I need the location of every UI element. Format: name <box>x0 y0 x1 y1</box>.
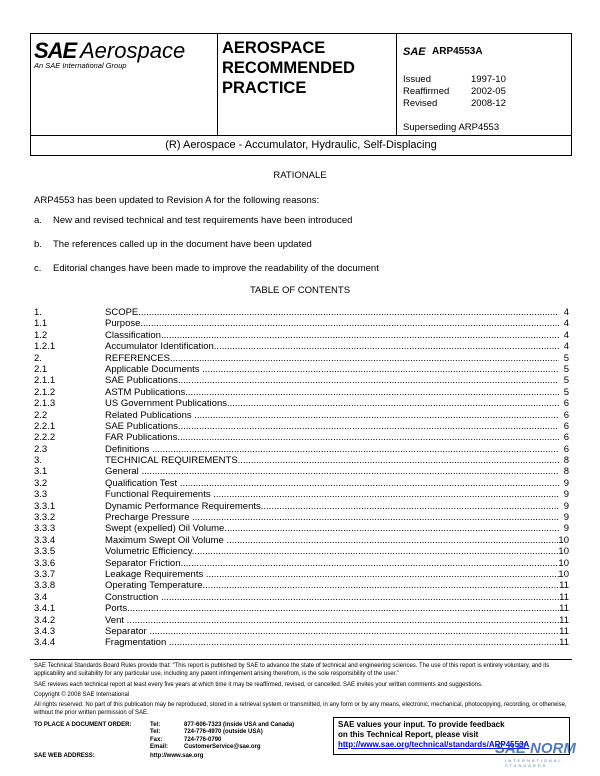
toc-title: SCOPE ..... <box>105 307 559 318</box>
toc-entry[interactable] <box>34 637 569 648</box>
rationale-item-text: New and revised technical and test requirements have been introduced <box>53 215 353 226</box>
toc-title: US Government Publications ..... <box>105 398 559 409</box>
toc-page: 10 <box>558 534 569 546</box>
toc-number: 1.2.1 <box>34 341 56 353</box>
toc-number: 3.1 <box>34 466 48 478</box>
header-divider <box>396 34 397 135</box>
toc-page: 9 <box>563 512 569 524</box>
toc-number: 3.4.1 <box>34 603 56 615</box>
toc-entry[interactable] <box>34 432 569 443</box>
toc-entry[interactable] <box>34 580 569 591</box>
date-label: Revised <box>403 98 438 109</box>
toc-entry[interactable] <box>34 455 569 466</box>
date-label: Reaffirmed <box>403 86 450 97</box>
toc-title: Purpose ..... <box>105 318 559 329</box>
rationale-item-letter: c. <box>34 263 42 274</box>
web-row <box>34 753 294 760</box>
toc-page: 11 <box>559 625 569 637</box>
toc-title: Related Publications ..... <box>105 410 559 421</box>
toc-entry[interactable] <box>34 330 569 341</box>
toc-page: 9 <box>563 489 569 501</box>
toc-number: 2. <box>34 352 42 364</box>
toc-entry[interactable] <box>34 307 569 318</box>
contact-label: Tel: <box>150 729 161 736</box>
sae-logo: SAE <box>34 38 77 63</box>
date-row <box>403 74 506 86</box>
rationale-item-letter: a. <box>34 215 42 226</box>
toc-title: FAR Publications ..... <box>105 432 559 443</box>
toc-number: 3.3.8 <box>34 580 56 592</box>
toc-page: 11 <box>559 614 569 626</box>
sae-norm-watermark-sub: INTERNATIONAL STANDARDS <box>505 758 563 768</box>
toc-number: 3. <box>34 455 42 467</box>
toc-entry[interactable] <box>34 546 569 557</box>
toc-number: 3.3.7 <box>34 568 56 580</box>
toc-page: 8 <box>563 466 569 478</box>
toc-number: 3.3 <box>34 489 48 501</box>
toc-number: 3.3.4 <box>34 534 56 546</box>
date-label: Issued <box>403 74 431 85</box>
toc-entry[interactable] <box>34 478 569 489</box>
toc-number: 3.3.3 <box>34 523 56 535</box>
toc-number: 1. <box>34 307 42 318</box>
toc-number: 3.3.2 <box>34 512 56 524</box>
toc-number: 2.2.1 <box>34 420 56 432</box>
feedback-line: on this Technical Report, please visit <box>338 730 479 739</box>
toc-number: 2.3 <box>34 443 48 455</box>
document-dates <box>403 74 506 110</box>
toc-page: 9 <box>563 500 569 512</box>
document-type <box>222 38 355 98</box>
toc-title: Fragmentation ..... <box>105 637 559 648</box>
toc-entry[interactable] <box>34 341 569 352</box>
date-row <box>403 98 506 110</box>
footer-rule <box>30 659 572 660</box>
header-divider <box>217 34 218 135</box>
superseding-note: Superseding ARP4553 <box>403 122 500 133</box>
toc-page: 5 <box>563 352 569 364</box>
toc-title: Volumetric Efficiency ..... <box>105 546 559 557</box>
toc-page: 10 <box>558 568 569 580</box>
toc-entry[interactable] <box>34 398 569 409</box>
toc-title: Accumulator Identification ..... <box>105 341 559 352</box>
toc-entry[interactable] <box>34 375 569 386</box>
toc-entry[interactable] <box>34 387 569 398</box>
contact-row <box>34 737 294 744</box>
toc-page: 6 <box>563 443 569 455</box>
date-value: 2008-12 <box>471 98 506 109</box>
toc-page: 4 <box>563 307 569 318</box>
toc-page: 5 <box>563 386 569 398</box>
toc-entry[interactable] <box>34 489 569 500</box>
rationale-item-letter: b. <box>34 239 42 250</box>
rationale-item-text: The references called up in the document have been updated <box>53 239 312 250</box>
contact-label: Tel: <box>150 722 161 728</box>
toc-entry[interactable] <box>34 501 569 512</box>
toc-page: 6 <box>563 398 569 410</box>
toc-entry[interactable] <box>34 410 569 421</box>
contact-label: Fax: <box>150 736 163 743</box>
web-label: SAE WEB ADDRESS: <box>34 753 95 760</box>
document-number: ARP4553A <box>432 46 483 57</box>
toc-page: 6 <box>563 409 569 421</box>
toc-title: Separator ..... <box>105 626 559 637</box>
toc-entry[interactable] <box>34 615 569 626</box>
toc-entry[interactable] <box>34 569 569 580</box>
toc-number: 2.1 <box>34 363 48 375</box>
rights-text: All rights reserved. No part of this publication may be reproduced, stored in a retrieval system or transmitted, in any form or by any means, electronic, mechanical, photocopying, recording, or otherwise, without the prior written permission of SAE. <box>34 702 567 716</box>
feedback-line: SAE values your input. To provide feedback <box>338 720 505 729</box>
toc-page: 4 <box>563 341 569 353</box>
feedback-link[interactable]: http://www.sae.org/technical/standards/ARP4553A <box>338 740 530 749</box>
toc-title: Applicable Documents ..... <box>105 364 559 375</box>
sae-norm-watermark: SAE NORM <box>495 740 576 757</box>
toc-page: 11 <box>559 591 569 603</box>
toc-title: Maximum Swept Oil Volume ..... <box>105 535 559 546</box>
toc-number: 3.4.3 <box>34 625 56 637</box>
document-title: (R) Aerospace - Accumulator, Hydraulic, Self-Displacing <box>30 135 572 156</box>
toc-entry[interactable] <box>34 592 569 603</box>
toc-number: 2.2.2 <box>34 432 56 444</box>
toc-title: Ports ..... <box>105 603 559 614</box>
toc-number: 3.4.4 <box>34 637 56 649</box>
toc-entry[interactable] <box>34 512 569 523</box>
toc-title: Precharge Pressure ..... <box>105 512 559 523</box>
toc-title: TECHNICAL REQUIREMENTS ..... <box>105 455 559 466</box>
toc-title: Functional Requirements ..... <box>105 489 559 500</box>
toc-page: 10 <box>558 557 569 569</box>
toc-heading: TABLE OF CONTENTS <box>249 285 351 296</box>
toc-page: 10 <box>558 546 569 558</box>
toc-page: 4 <box>563 329 569 341</box>
toc-title: SAE Publications ..... <box>105 375 559 386</box>
toc-page: 11 <box>559 603 569 615</box>
toc-number: 2.1.1 <box>34 375 56 387</box>
toc-number: 1.1 <box>34 318 48 330</box>
contact-label: Email: <box>150 743 169 750</box>
board-rules-text: SAE Technical Standards Board Rules provide that: “This report is published by SAE to advance the state of technical and engineering sciences. The use of this report is entirely voluntary, and its applicability and suitability for any particular use, including any patent infringement arising therefrom, is the sole responsibility of the user.” <box>34 663 550 677</box>
toc-page: 11 <box>559 637 569 649</box>
toc-number: 3.4.2 <box>34 614 56 626</box>
toc-entry[interactable] <box>34 353 569 364</box>
toc-title: Vent ..... <box>105 615 559 626</box>
toc-page: 8 <box>563 455 569 467</box>
date-value: 1997-10 <box>471 74 506 85</box>
toc-title: Swept (expelled) Oil Volume ..... <box>105 523 559 534</box>
toc-page: 11 <box>559 580 569 592</box>
toc-entry[interactable] <box>34 318 569 329</box>
toc-title: Qualification Test ..... <box>105 478 559 489</box>
toc-page: 6 <box>563 420 569 432</box>
toc-title: Leakage Requirements ..... <box>105 569 559 580</box>
aerospace-logo-text: Aerospace <box>80 38 186 63</box>
web-address[interactable]: http://www.sae.org <box>150 753 204 760</box>
toc-page: 6 <box>563 432 569 444</box>
toc-page: 5 <box>563 375 569 387</box>
toc-title: Classification ..... <box>105 330 559 341</box>
toc-title: REFERENCES ..... <box>105 353 559 364</box>
toc-entry[interactable] <box>34 603 569 614</box>
toc-entry[interactable] <box>34 558 569 569</box>
toc-number: 3.3.5 <box>34 546 56 558</box>
toc-number: 3.3.6 <box>34 557 56 569</box>
table-of-contents <box>34 307 569 649</box>
toc-number: 2.1.3 <box>34 398 56 410</box>
sae-small-logo: SAE <box>403 46 426 58</box>
contact-value: 877-606-7323 (inside USA and Canada) <box>184 722 295 728</box>
rationale-intro: ARP4553 has been updated to Revision A for the following reasons: <box>34 195 320 206</box>
toc-title: SAE Publications ..... <box>105 421 559 432</box>
copyright: Copyright © 2008 SAE International <box>34 692 130 698</box>
date-value: 2002-05 <box>471 86 506 97</box>
doc-type-line: PRACTICE <box>222 79 307 97</box>
doc-type-line: AEROSPACE <box>222 39 326 57</box>
order-contacts <box>34 722 294 760</box>
toc-entry[interactable] <box>34 444 569 455</box>
toc-page: 4 <box>563 318 569 330</box>
toc-entry[interactable] <box>34 523 569 534</box>
toc-title: Separator Friction ..... <box>105 558 559 569</box>
doc-type-line: RECOMMENDED <box>222 59 355 77</box>
toc-title: Construction ..... <box>105 592 559 603</box>
toc-page: 9 <box>563 523 569 535</box>
toc-title: ASTM Publications ..... <box>105 387 559 398</box>
toc-page: 5 <box>563 363 569 375</box>
toc-number: 2.1.2 <box>34 386 56 398</box>
contact-value: 724-776-4970 (outside USA) <box>184 729 263 736</box>
contact-value: 724-776-0790 <box>184 736 222 743</box>
order-label: TO PLACE A DOCUMENT ORDER: <box>34 722 132 728</box>
rationale-heading: RATIONALE <box>273 170 327 181</box>
date-row <box>403 86 506 98</box>
toc-entry[interactable] <box>34 466 569 477</box>
toc-number: 3.2 <box>34 477 48 489</box>
toc-title: General ..... <box>105 466 559 477</box>
contact-row <box>34 744 294 751</box>
toc-number: 1.2 <box>34 329 48 341</box>
contact-value: CustomerService@sae.org <box>184 743 261 750</box>
toc-number: 3.3.1 <box>34 500 56 512</box>
toc-entry[interactable] <box>34 364 569 375</box>
toc-title: Definitions ..... <box>105 444 559 455</box>
logo-subtitle: An SAE International Group <box>34 61 127 70</box>
contact-row <box>34 729 294 736</box>
toc-page: 9 <box>563 477 569 489</box>
toc-number: 2.2 <box>34 409 48 421</box>
toc-entry[interactable] <box>34 421 569 432</box>
toc-title: Operating Temperature ..... <box>105 580 559 591</box>
review-text: SAE reviews each technical report at least every five years at which time it may be reaffirmed, revised, or cancelled. SAE invites your written comments and suggestions. <box>34 682 483 688</box>
toc-title: Dynamic Performance Requirements ..... <box>105 501 559 512</box>
rationale-item-text: Editorial changes have been made to improve the readability of the document <box>53 263 379 274</box>
toc-entry[interactable] <box>34 626 569 637</box>
toc-number: 3.4 <box>34 591 48 603</box>
toc-entry[interactable] <box>34 535 569 546</box>
contact-row <box>34 722 294 729</box>
